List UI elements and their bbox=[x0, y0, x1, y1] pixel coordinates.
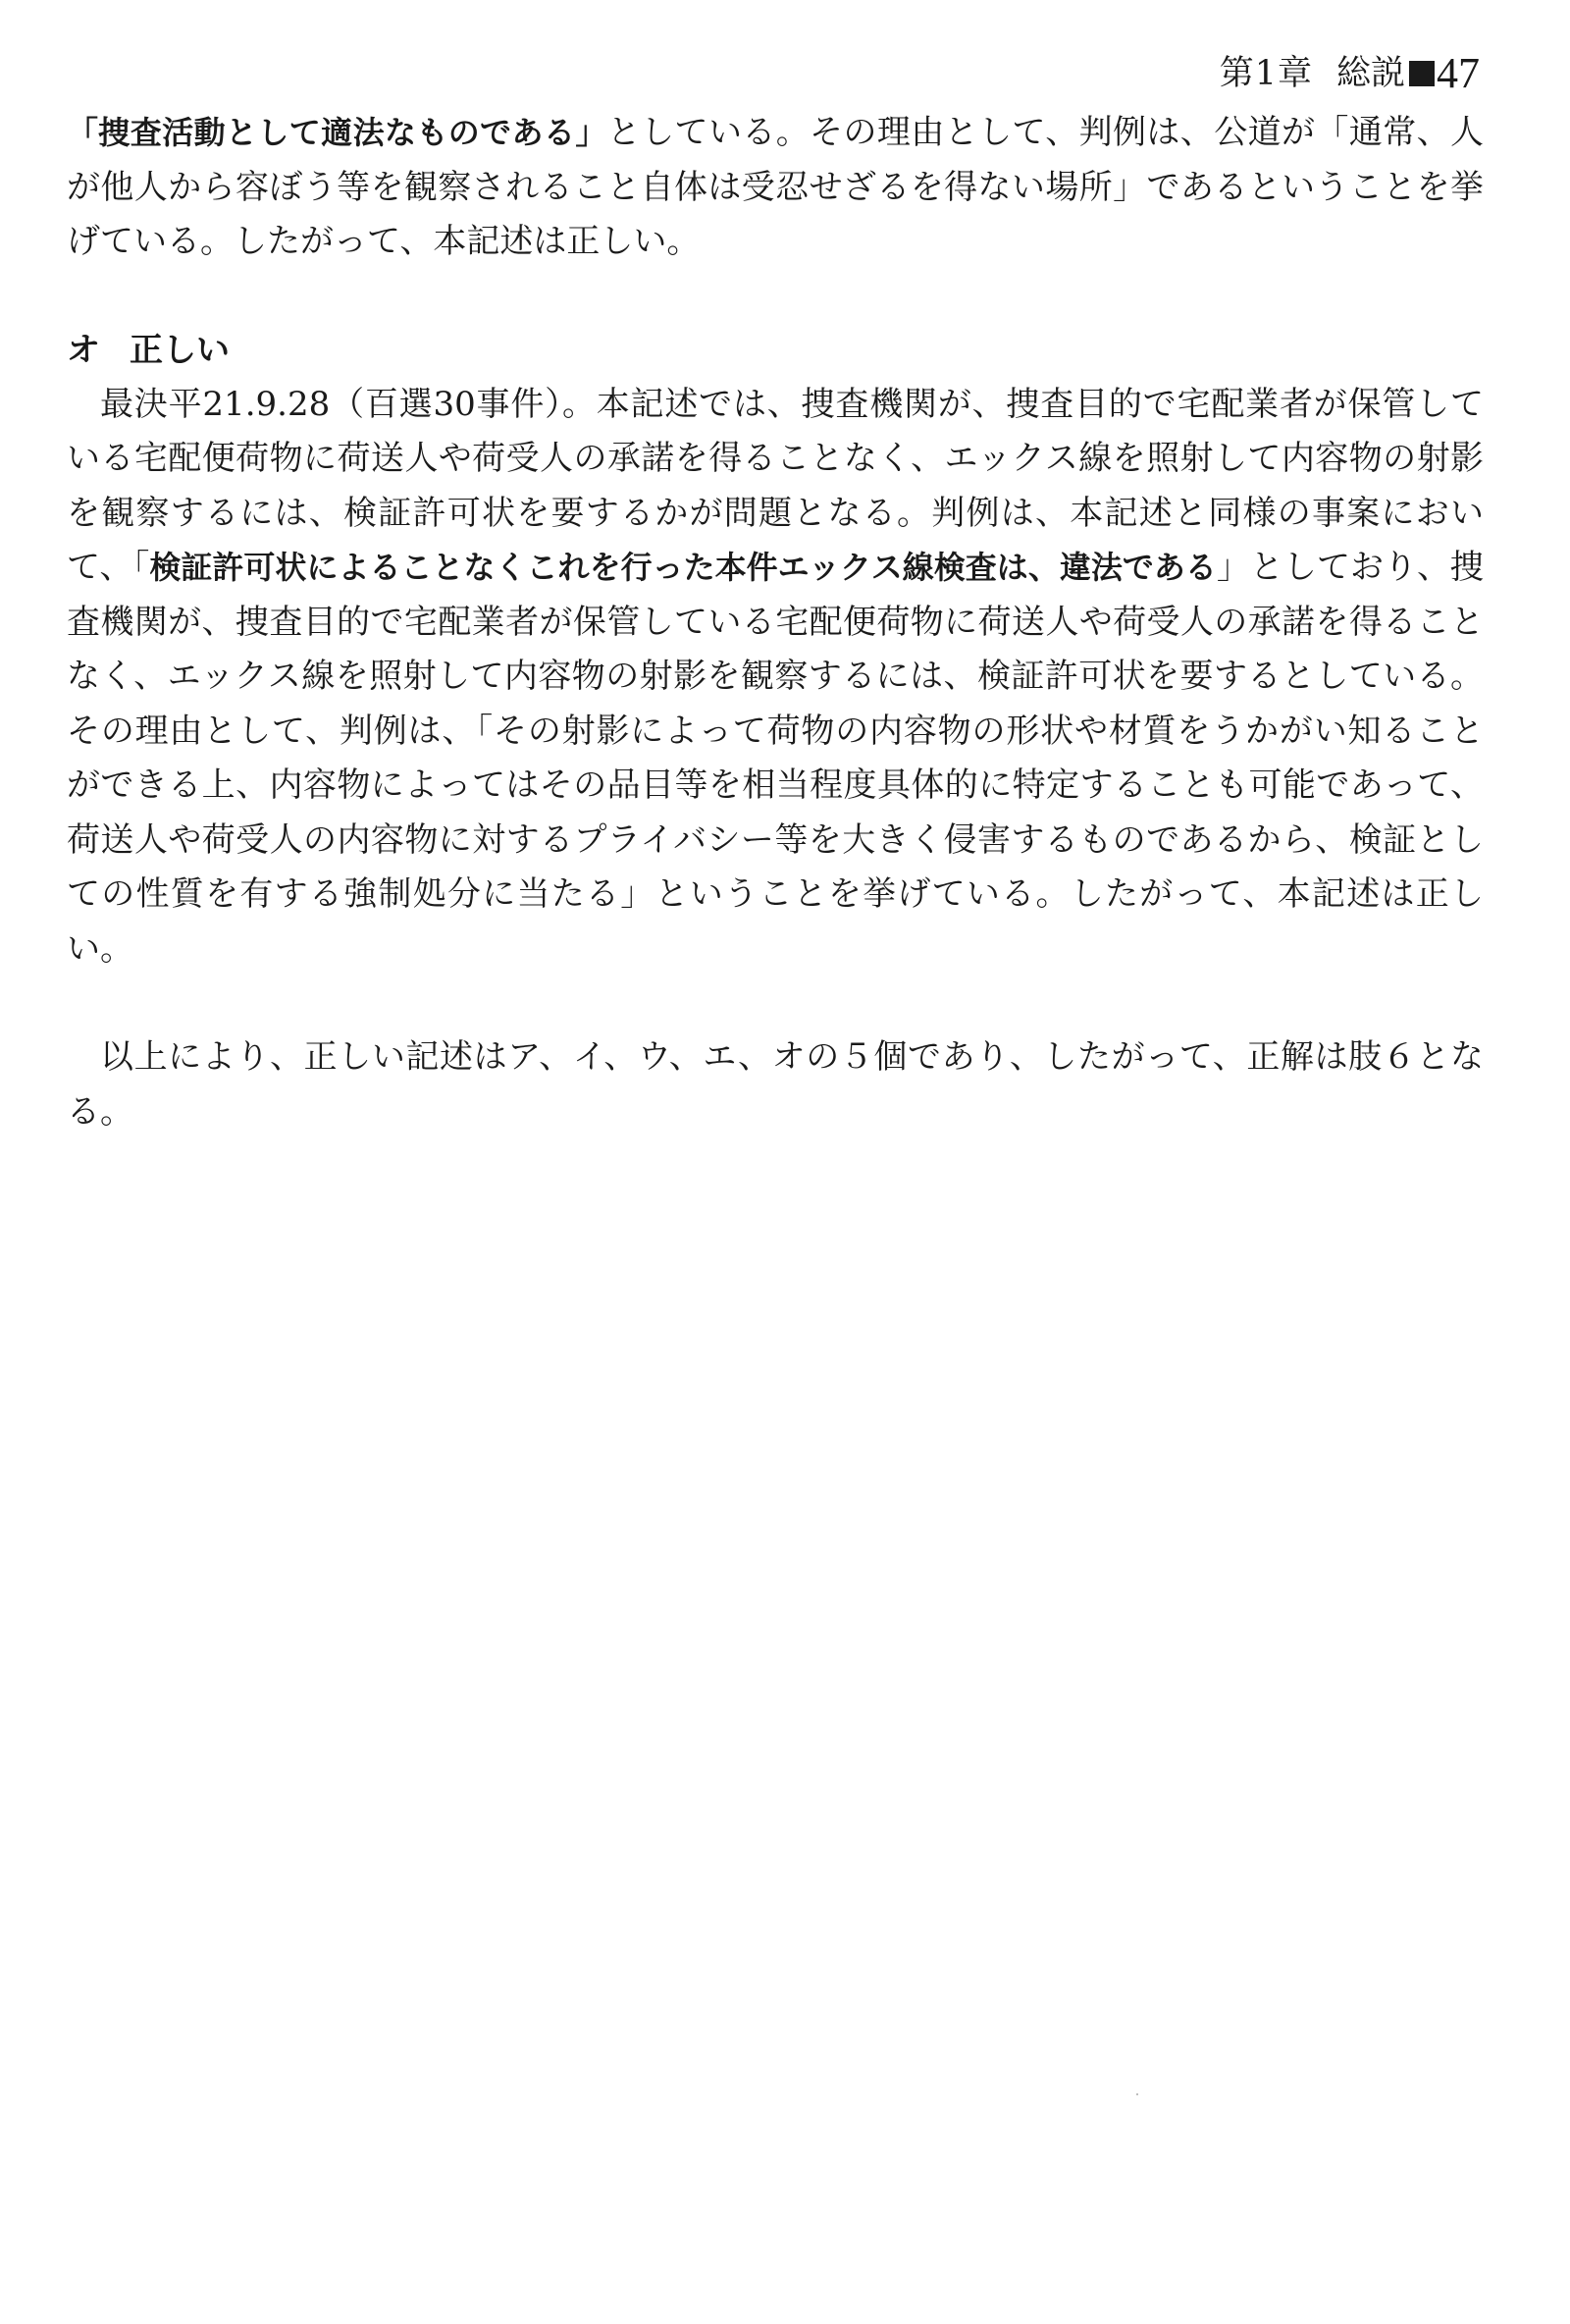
running-head bbox=[1220, 49, 1480, 98]
scan-speck bbox=[1136, 2093, 1138, 2095]
chapter-label: 第1章 bbox=[1219, 54, 1313, 93]
section-o-paragraph bbox=[67, 378, 1484, 977]
paragraph-text: 」としており、捜査機関が、捜査目的で宅配業者が保管している宅配便荷物に荷送人や荷受人の承諾を得ることなく、エックス線を照射して内容物の射影を観察するには、検証許可状を要するとしている。その理由として、判例は、「その射影によって荷物の内容物の形状や材質をうかがい知ることができる上、内容物によってはその品目等を相当程度具体的に特定することも可能であって、荷送人や荷受人の内容物に対するプライバシー等を大きく侵害するものであるから、検証としての性質を有する強制処分に当たる」ということを挙げている。したがって、本記述は正しい。 bbox=[67, 548, 1485, 969]
conclusion-paragraph: 以上により、正しい記述はア、イ、ウ、エ、オの５個であり、したがって、正解は肢６となる。 bbox=[67, 1037, 1484, 1132]
section-verdict: 正しい bbox=[130, 330, 230, 370]
page-body bbox=[67, 106, 1484, 1139]
quoted-holding: 「捜査活動として適法なものである」 bbox=[67, 114, 607, 151]
section-label: 総説 bbox=[1335, 54, 1405, 93]
quoted-holding: 検証許可状によることなくこれを行った本件エックス線検査は、違法である bbox=[149, 549, 1217, 586]
section-heading-o bbox=[67, 324, 1484, 378]
page-number: 47 bbox=[1437, 49, 1480, 97]
paragraph-text: 最決平21.9.28（百選30事件）。本記述では、捜査機関が、捜査目的で宅配業者が保管している宅配便荷物に荷送人や荷受人の承諾を得ることなく、エックス線を照射して内容物の射影を観察するには、検証許可状を要するかが問題となる。判例は、本記述と同様の事案において、「 bbox=[67, 384, 1484, 587]
section-mark: オ bbox=[67, 330, 100, 370]
paragraph-continued bbox=[67, 106, 1484, 270]
paragraph-text: としている。その理由として、判例は、公道が「通常、人が他人から容ぼう等を観察されること自体は受忍せざるを得ない場所」であるということを挙げている。したがって、本記述は正しい。 bbox=[67, 113, 1484, 261]
black-square-icon bbox=[1409, 61, 1435, 86]
